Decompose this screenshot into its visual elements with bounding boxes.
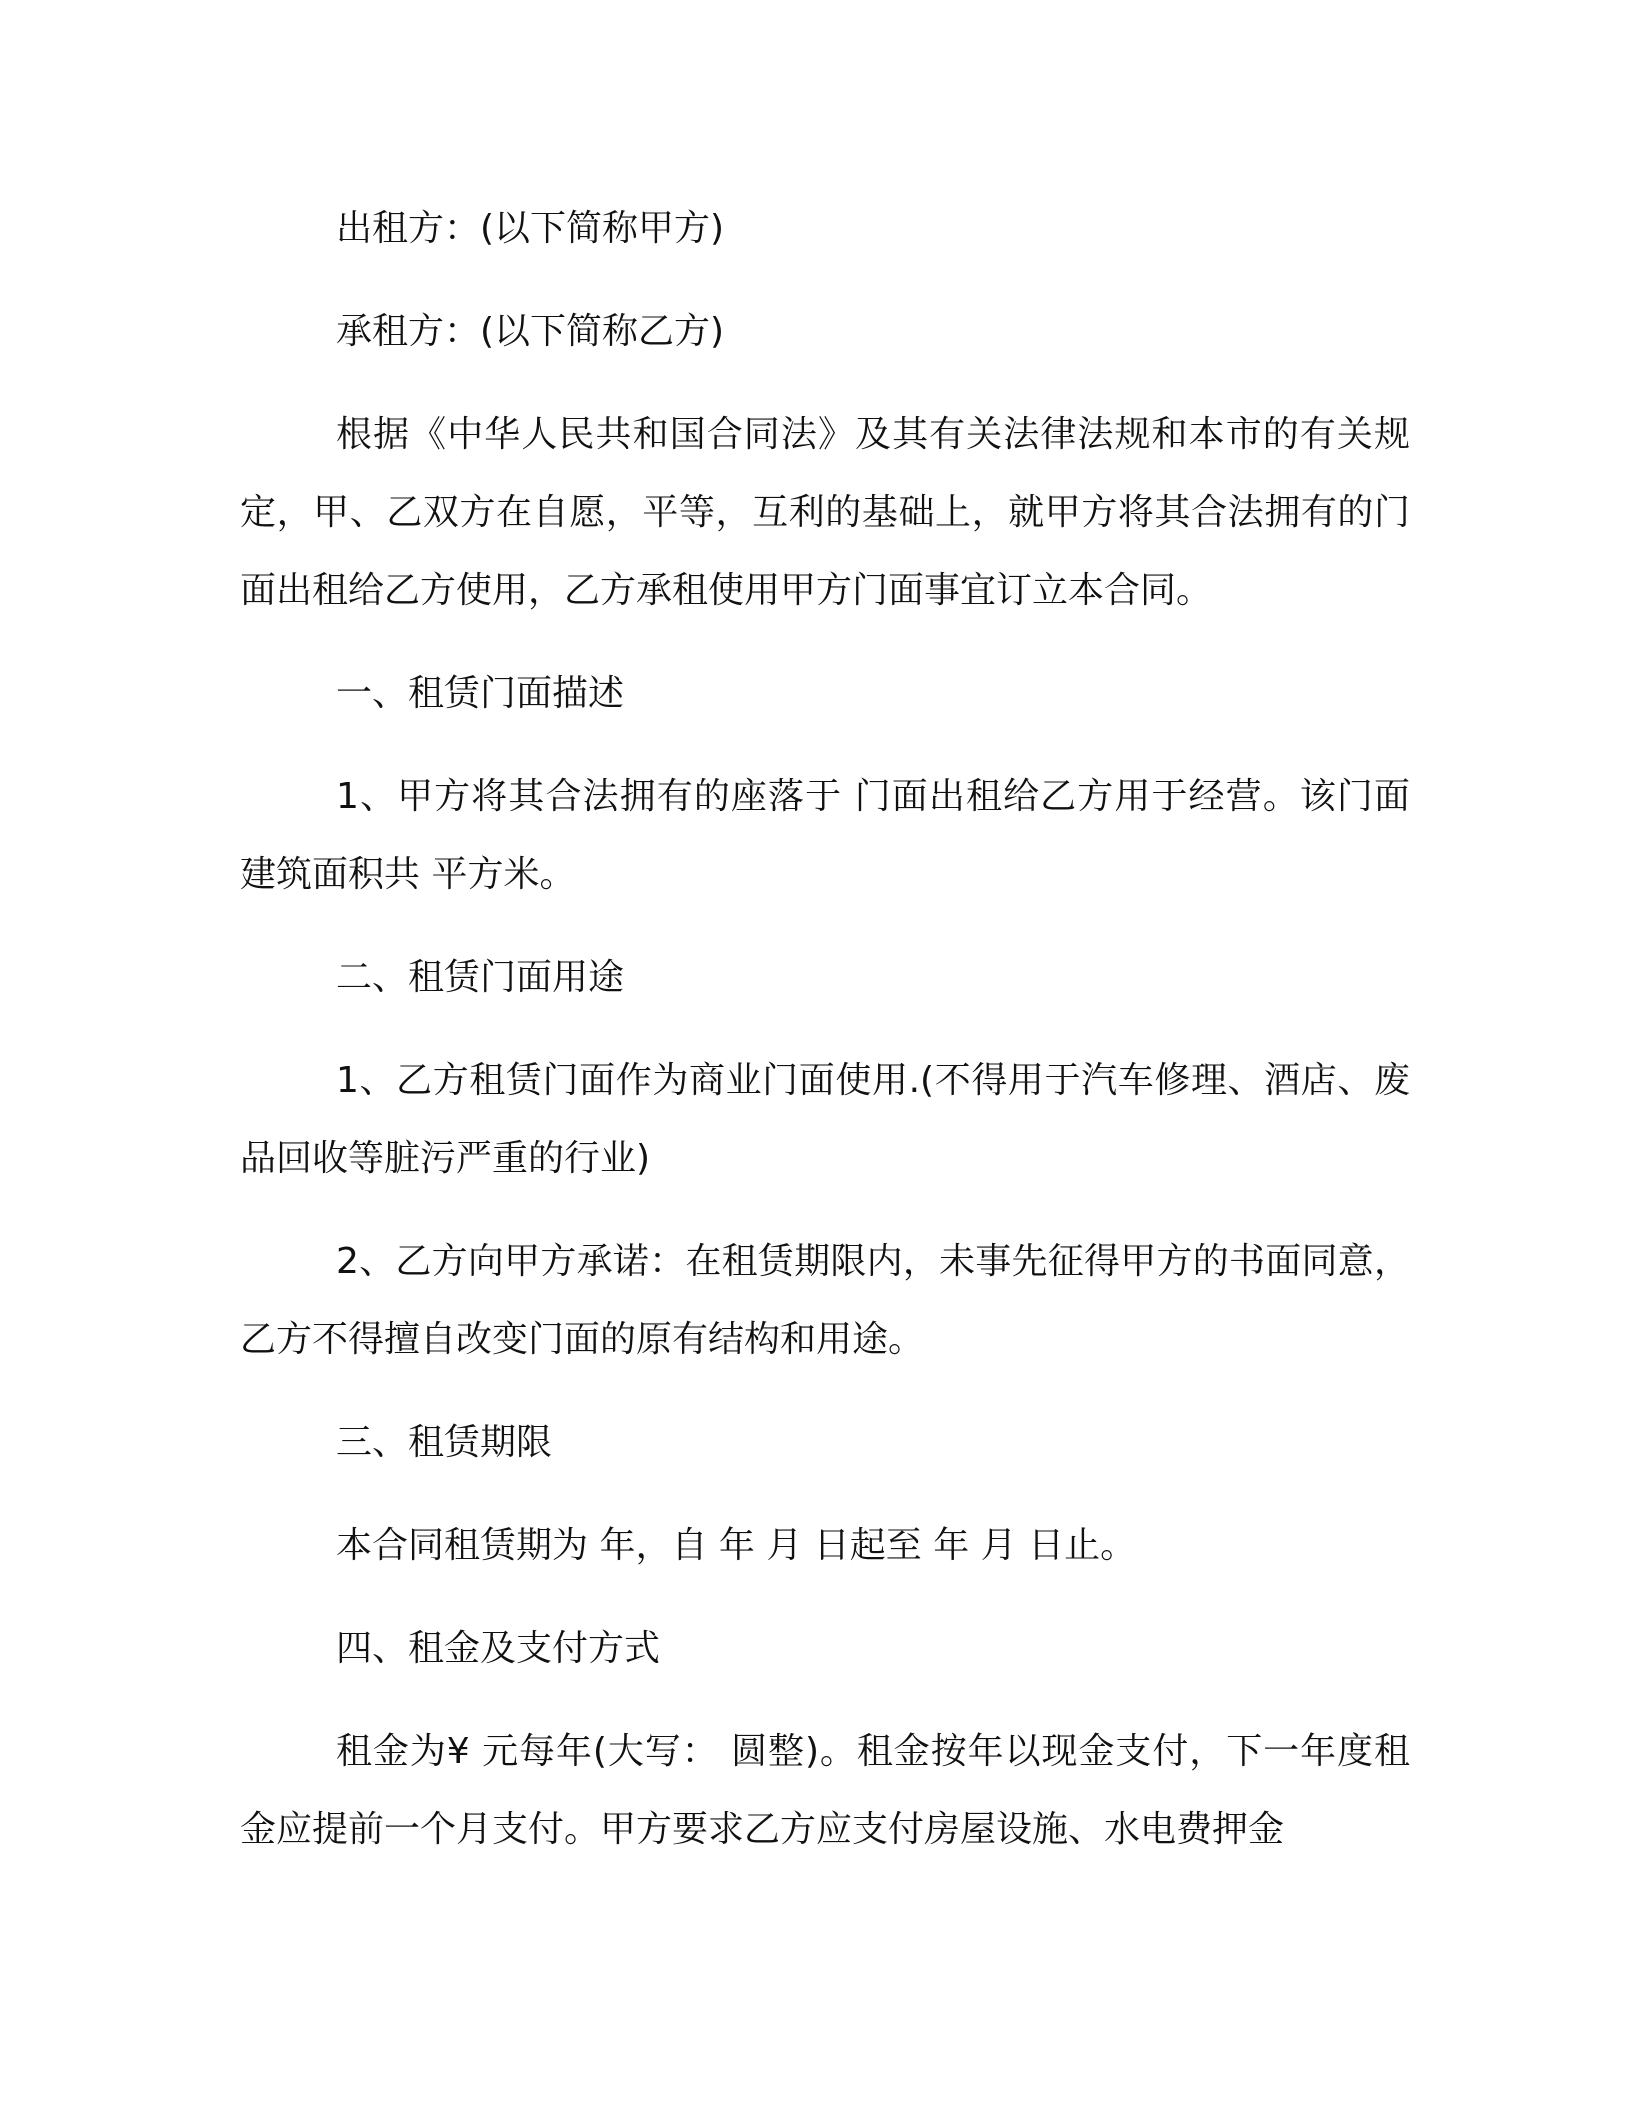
section-2-clause-1: 1、乙方租赁门面作为商业门面使用.(不得用于汽车修理、酒店、废品回收等脏污严重的行业) — [240, 1060, 1410, 1179]
section-heading-3: 三、租赁期限 — [336, 1422, 553, 1463]
section-heading-2: 二、租赁门面用途 — [336, 957, 625, 998]
lessee-line: 承租方：(以下简称乙方) — [336, 311, 725, 352]
section-heading-4: 四、租金及支付方式 — [336, 1628, 661, 1669]
section-3-clause: 本合同租赁期为 年，自 年 月 日起至 年 月 日止。 — [336, 1525, 1137, 1566]
section-1-clause-1: 1、甲方将其合法拥有的座落于 门面出租给乙方用于经营。该门面建筑面积共 平方米。 — [240, 776, 1410, 895]
lessor-line: 出租方：(以下简称甲方) — [336, 208, 725, 249]
section-2-clause-2: 2、乙方向甲方承诺：在租赁期限内，未事先征得甲方的书面同意，乙方不得擅自改变门面的原有结构和用途。 — [240, 1241, 1410, 1360]
section-heading-1: 一、租赁门面描述 — [336, 673, 625, 714]
preamble-paragraph: 根据《中华人民共和国合同法》及其有关法律法规和本市的有关规定，甲、乙双方在自愿，平等，互利的基础上，就甲方将其合法拥有的门面出租给乙方使用，乙方承租使用甲方门面事宜订立本合同。 — [240, 414, 1410, 611]
section-4-clause: 租金为¥ 元每年(大写： 圆整)。租金按年以现金支付，下一年度租金应提前一个月支付。甲方要求乙方应支付房屋设施、水电费押金 — [240, 1731, 1410, 1850]
contract-body — [240, 190, 1410, 1894]
